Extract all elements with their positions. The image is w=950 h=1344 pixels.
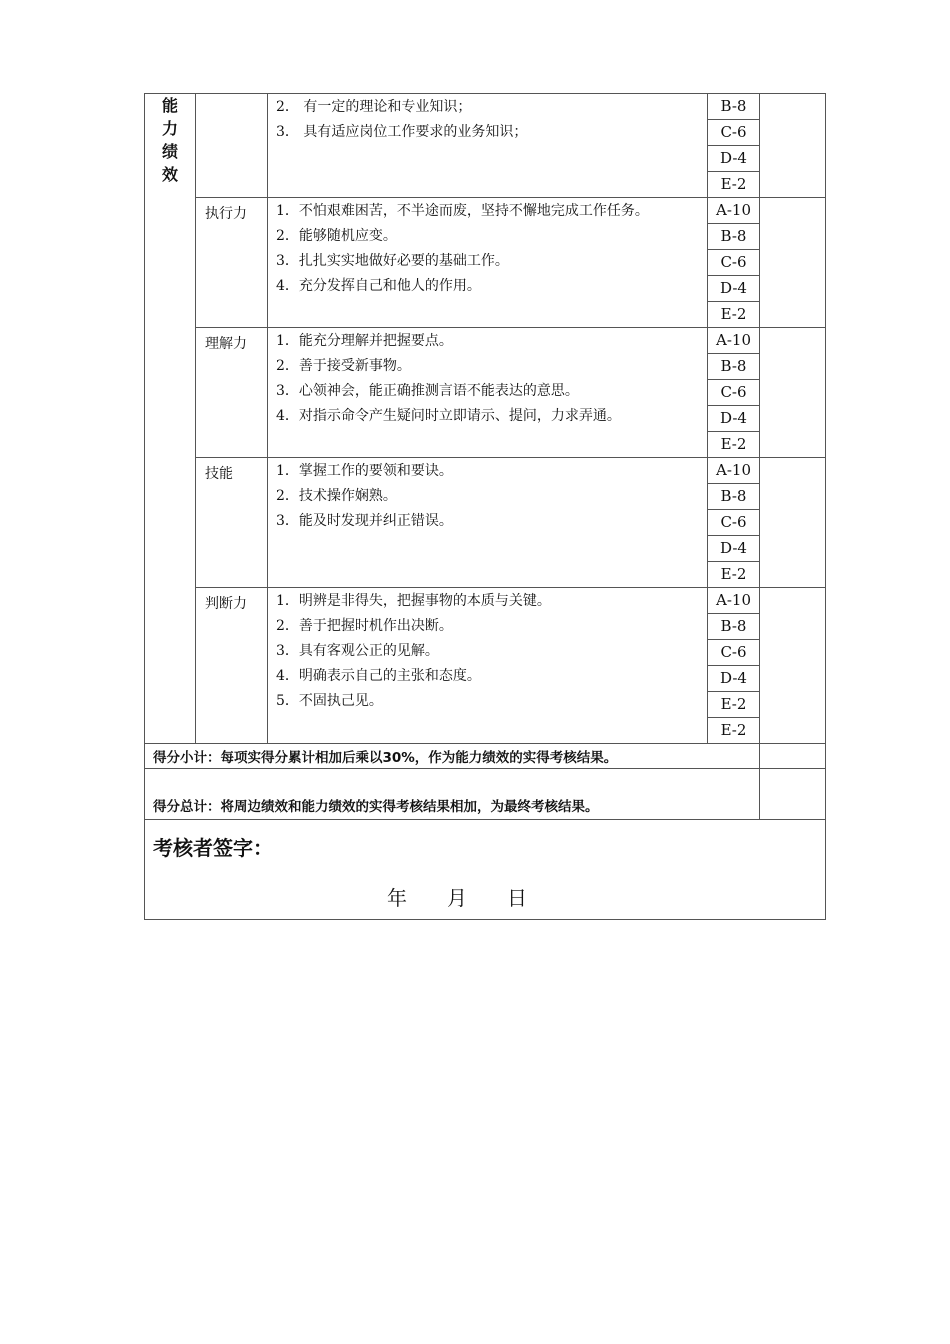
grade-option: B-8 <box>708 354 760 380</box>
total-row <box>145 769 826 820</box>
grade-option: E-2 <box>708 432 760 458</box>
description-line: 1．明辨是非得失，把握事物的本质与关键。 <box>276 593 551 609</box>
description-line: 2．善于把握时机作出决断。 <box>276 618 453 634</box>
grade-option: E-2 <box>708 692 760 718</box>
grade-option: C-6 <box>708 510 760 536</box>
grade-option: C-6 <box>708 380 760 406</box>
evaluation-table <box>144 93 826 920</box>
grade-row <box>145 458 826 484</box>
score-cell-judgment[interactable] <box>760 588 826 744</box>
grade-option: E-2 <box>708 562 760 588</box>
description-line: 4．充分发挥自己和他人的作用。 <box>276 278 481 294</box>
grade-option: C-6 <box>708 120 760 146</box>
criterion-name-execution: 执行力 <box>196 198 268 328</box>
grade-row <box>145 588 826 614</box>
subtotal-score-cell[interactable] <box>760 744 826 769</box>
criterion-description-execution <box>268 198 708 328</box>
signature-date <box>387 882 567 911</box>
grade-option: A-10 <box>708 198 760 224</box>
score-cell-execution[interactable] <box>760 198 826 328</box>
description-line: 1．掌握工作的要领和要诀。 <box>276 463 453 479</box>
criterion-description-knowledge <box>268 94 708 198</box>
criterion-name-understanding: 理解力 <box>196 328 268 458</box>
grade-option: D-4 <box>708 406 760 432</box>
description-line: 3．扎扎实实地做好必要的基础工作。 <box>276 253 509 269</box>
grade-row <box>145 94 826 120</box>
description-line: 2．技术操作娴熟。 <box>276 488 397 504</box>
criterion-description-understanding <box>268 328 708 458</box>
score-cell-understanding[interactable] <box>760 328 826 458</box>
total-score-cell[interactable] <box>760 769 826 820</box>
grade-option: D-4 <box>708 146 760 172</box>
signature-cell[interactable] <box>145 820 826 920</box>
grade-row <box>145 328 826 354</box>
description-line: 5．不固执己见。 <box>276 693 383 709</box>
description-line: 4．明确表示自己的主张和态度。 <box>276 668 481 684</box>
criterion-name-judgment: 判断力 <box>196 588 268 744</box>
grade-option: E-2 <box>708 302 760 328</box>
grade-option: C-6 <box>708 250 760 276</box>
grade-option: E-2 <box>708 718 760 744</box>
description-line: 4．对指示命令产生疑问时立即请示、提问，力求弄通。 <box>276 408 621 424</box>
description-line: 3．心领神会，能正确推测言语不能表达的意思。 <box>276 383 579 399</box>
grade-option: D-4 <box>708 276 760 302</box>
description-line: 2． 有一定的理论和专业知识； <box>276 99 472 115</box>
description-line: 2．善于接受新事物。 <box>276 358 411 374</box>
signature-row <box>145 820 826 920</box>
date-year: 年 <box>387 886 407 910</box>
grade-option: B-8 <box>708 94 760 120</box>
category-cell <box>145 94 196 744</box>
category-label: 能力绩效 <box>161 96 178 184</box>
grade-option: D-4 <box>708 666 760 692</box>
score-cell-knowledge[interactable] <box>760 94 826 198</box>
criterion-name-knowledge <box>196 94 268 198</box>
criterion-description-skill <box>268 458 708 588</box>
description-line: 1．能充分理解并把握要点。 <box>276 333 453 349</box>
grade-row <box>145 198 826 224</box>
grade-option: B-8 <box>708 484 760 510</box>
signature-label: 考核者签字： <box>153 836 273 860</box>
description-line: 3． 具有适应岗位工作要求的业务知识； <box>276 124 528 140</box>
description-line: 1．不怕艰难困苦，不半途而废，坚持不懈地完成工作任务。 <box>276 203 649 219</box>
score-cell-skill[interactable] <box>760 458 826 588</box>
grade-option: E-2 <box>708 172 760 198</box>
description-line: 2．能够随机应变。 <box>276 228 397 244</box>
grade-option: A-10 <box>708 588 760 614</box>
grade-option: B-8 <box>708 224 760 250</box>
criterion-name-skill: 技能 <box>196 458 268 588</box>
subtotal-row <box>145 744 826 769</box>
total-text: 得分总计：将周边绩效和能力绩效的实得考核结果相加，为最终考核结果。 <box>145 769 760 820</box>
grade-option: D-4 <box>708 536 760 562</box>
criterion-description-judgment <box>268 588 708 744</box>
description-line: 3．具有客观公正的见解。 <box>276 643 439 659</box>
grade-option: A-10 <box>708 458 760 484</box>
evaluation-table-body <box>145 94 826 920</box>
date-day: 日 <box>507 886 527 910</box>
grade-option: A-10 <box>708 328 760 354</box>
date-month: 月 <box>447 886 467 910</box>
grade-option: C-6 <box>708 640 760 666</box>
subtotal-text: 得分小计：每项实得分累计相加后乘以30%，作为能力绩效的实得考核结果。 <box>145 744 760 769</box>
description-line: 3．能及时发现并纠正错误。 <box>276 513 453 529</box>
grade-option: B-8 <box>708 614 760 640</box>
